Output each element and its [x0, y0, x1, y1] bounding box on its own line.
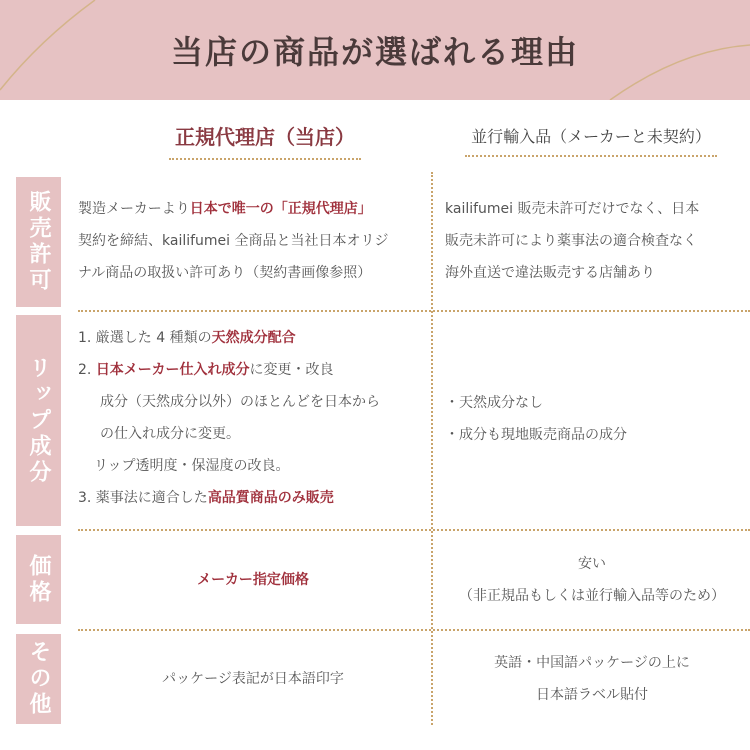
column-header-parallel-import — [432, 118, 750, 162]
text-line: の仕入れ成分に変更。 — [100, 426, 240, 442]
row-divider — [78, 310, 750, 312]
row-divider — [78, 629, 750, 631]
text-line: kailifumei 販売未許可だけでなく、日本 — [445, 201, 700, 217]
column-header-parallel-import-text: 並行輸入品（メーカーと未契約） — [465, 124, 717, 157]
text-line: ・成分も現地販売商品の成分 — [445, 427, 627, 443]
sales-license-parallel — [445, 193, 745, 289]
text-line: リップ透明度・保湿度の改良。 — [94, 458, 290, 474]
column-divider — [431, 172, 433, 725]
header-banner — [0, 0, 750, 100]
row-label-price: 価格 — [16, 535, 61, 624]
price-parallel — [434, 535, 750, 624]
other-authorized — [78, 634, 428, 724]
text-line: （非正規品もしくは並行輸入品等のため） — [459, 587, 725, 604]
text-line: 安い — [578, 555, 606, 572]
text-line: パッケージ表記が日本語印字 — [162, 671, 344, 687]
lip-ingredients-parallel — [445, 387, 745, 451]
text-line: 2. 日本メーカー仕入れ成分に変更・改良 — [78, 362, 334, 378]
text-line: 英語・中国語パッケージの上に — [494, 655, 690, 671]
page-title: 当店の商品が選ばれる理由 — [170, 33, 579, 71]
text-line: 製造メーカーより日本で唯一の「正規代理店」 — [78, 201, 372, 217]
column-header-authorized-text: 正規代理店（当店） — [169, 121, 361, 160]
text-line: 海外直送で違法販売する店舗あり — [445, 265, 655, 281]
row-label-sales-license: 販売許可 — [16, 177, 61, 307]
row-label-other: その他 — [16, 634, 61, 724]
price-authorized — [78, 535, 428, 624]
text-line: 日本語ラベル貼付 — [536, 687, 648, 703]
text-line: 成分（天然成分以外）のほとんどを日本から — [100, 394, 380, 410]
row-divider — [78, 529, 750, 531]
other-parallel — [434, 634, 750, 724]
text-line: 1. 厳選した 4 種類の天然成分配合 — [78, 330, 296, 346]
text-line: 契約を締結、kailifumei 全商品と当社日本オリジ — [78, 233, 389, 249]
text-line: ナル商品の取扱い許可あり（契約書画像参照） — [78, 265, 372, 281]
row-label-lip-ingredients: リップ成分 — [16, 315, 61, 526]
lip-ingredients-authorized — [78, 322, 428, 514]
text-line: 3. 薬事法に適合した高品質商品のみ販売 — [78, 490, 334, 506]
sales-license-authorized — [78, 193, 428, 289]
column-header-authorized — [100, 118, 430, 162]
text-line: メーカー指定価格 — [197, 571, 309, 588]
text-line: ・天然成分なし — [445, 395, 543, 411]
text-line: 販売未許可により薬事法の適合検査なく — [445, 233, 697, 249]
